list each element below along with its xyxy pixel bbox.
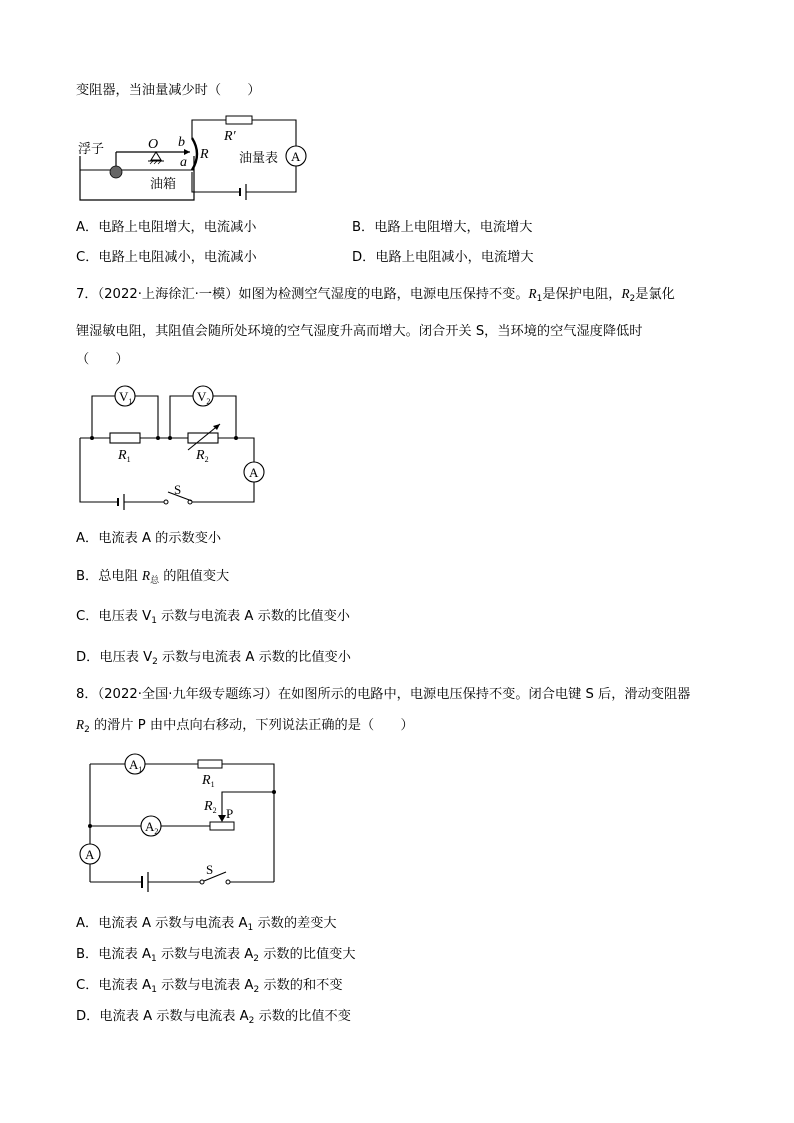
pivot-label: O	[148, 137, 159, 152]
q8-circuit-diagram	[76, 752, 286, 892]
ammeter-symbol: A	[249, 465, 259, 480]
q6-option-b[interactable]: B．电路上电阻增大，电流增大	[352, 220, 533, 235]
r1-label: $R_1$	[202, 773, 215, 789]
float-ball	[110, 166, 122, 178]
q6-circuit-diagram	[76, 110, 306, 206]
switch-label: S	[206, 862, 214, 877]
q7-stem-line3: （ ）	[76, 352, 129, 367]
q8-option-d[interactable]: D．电流表 A 示数与电流表 $A_2$ 示数的比值不变	[76, 1009, 351, 1026]
switch-label: S	[174, 482, 182, 497]
v1-symbol: $V_1$	[119, 389, 133, 406]
gauge-label: 油量表	[239, 151, 279, 166]
r2-label: $R_2$	[196, 448, 209, 464]
q8-option-a[interactable]: A．电流表 A 示数与电流表 $A_1$ 示数的差变大	[76, 916, 337, 933]
q7-stem-line2: 锂湿敏电阻，其阻值会随所处环境的空气湿度升高而增大。闭合开关 S，当环境的空气湿度降低时	[76, 324, 643, 339]
q7-circuit-diagram	[76, 378, 276, 510]
r1-label: $R_1$	[118, 448, 131, 464]
q8-stem-line1: 8．（2022·全国·九年级专题练习）在如图所示的电路中，电源电压保持不变。闭合电键 S 后，滑动变阻器	[76, 687, 691, 702]
q7-option-d[interactable]: D．电压表 $V_2$ 示数与电流表 A 示数的比值变小	[76, 650, 351, 667]
float-label: 浮子	[78, 142, 105, 157]
v2-symbol: $V_2$	[197, 389, 211, 406]
q7-stem-line1: 7．（2022·上海徐汇·一模）如图为检测空气湿度的电路，电源电压保持不变。$R_1$是保护电阻，$R_2$是氯化	[76, 286, 675, 304]
q6-stem: 变阻器，当油量减少时（ ）	[76, 83, 261, 98]
q8-option-c[interactable]: C．电流表 $A_1$ 示数与电流表 $A_2$ 示数的和不变	[76, 978, 343, 995]
tank-label: 油箱	[150, 177, 177, 192]
q6-option-c[interactable]: C．电路上电阻减小，电流减小	[76, 250, 257, 265]
slider-label: P	[226, 806, 234, 821]
a-symbol: A	[85, 847, 95, 862]
rheostat-label: R	[200, 147, 209, 162]
q6-option-a[interactable]: A．电路上电阻增大，电流减小	[76, 220, 257, 235]
point-a: a	[180, 155, 187, 170]
q8-option-b[interactable]: B．电流表 $A_1$ 示数与电流表 $A_2$ 示数的比值变大	[76, 947, 356, 964]
a1-symbol: $A_1$	[129, 757, 143, 774]
q6-option-d[interactable]: D．电路上电阻减小，电流增大	[352, 250, 534, 265]
point-b: b	[178, 135, 185, 150]
q7-option-c[interactable]: C．电压表 $V_1$ 示数与电流表 A 示数的比值变小	[76, 609, 350, 626]
r2-label: $R_2$	[204, 799, 217, 815]
ammeter-symbol: A	[291, 149, 301, 164]
a2-symbol: $A_2$	[145, 819, 159, 836]
q7-option-b[interactable]: B．总电阻 $R_总$ 的阻值变大	[76, 568, 230, 586]
resistor-label: R′	[224, 129, 236, 144]
q7-option-a[interactable]: A．电流表 A 的示数变小	[76, 531, 222, 546]
q8-stem-line2: $R_2$ 的滑片 P 由中点向右移动，下列说法正确的是（ ）	[76, 717, 414, 735]
